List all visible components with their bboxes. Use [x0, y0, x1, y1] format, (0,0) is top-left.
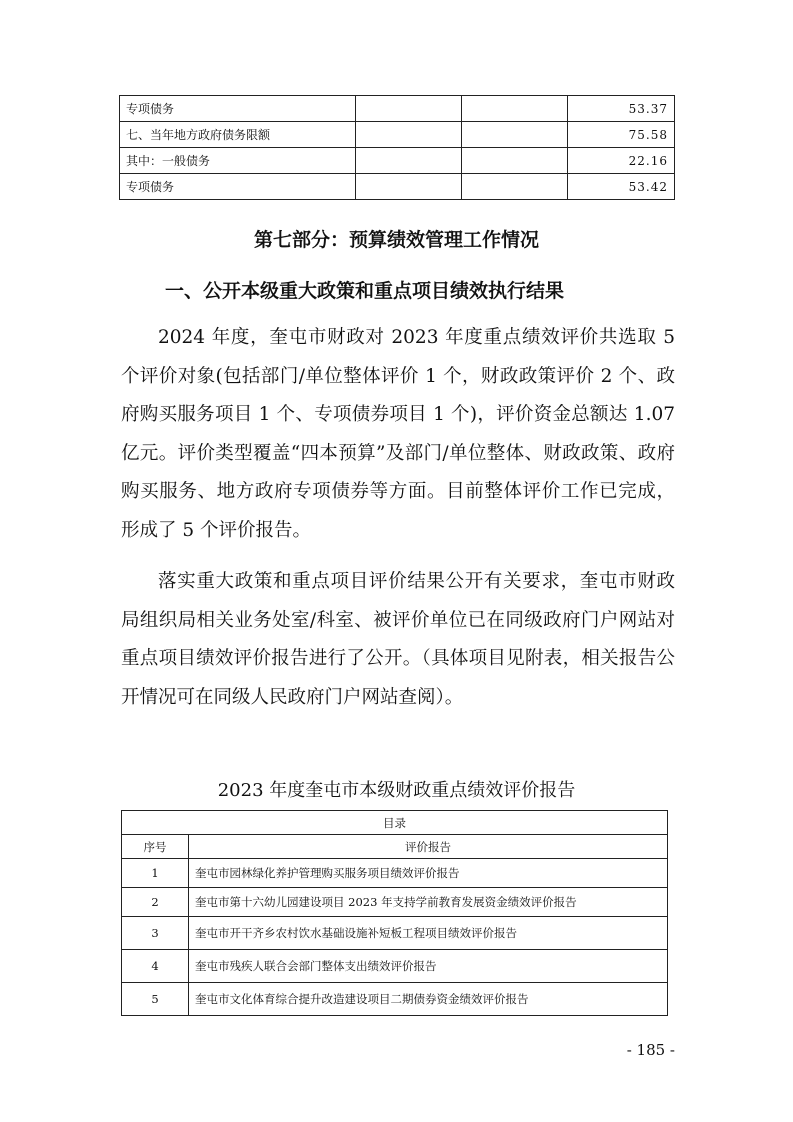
report-table: [121, 810, 668, 1016]
paragraph-disclosure: 落实重大政策和重点项目评价结果公开有关要求，奎屯市财政局组织局相关业务处室/科室、被评价单位已在同级政府门户网站对重点项目绩效评价报告进行了公开。（具体项目见附表，相关报告公开情况可在同级人民政府门户网站查阅）。: [121, 571, 675, 708]
table-row: [122, 917, 668, 950]
column-header-report: 评价报告: [189, 835, 668, 859]
table-header-row: [122, 835, 668, 859]
row-seq: 3: [122, 917, 189, 950]
section-heading: 一、公开本级重大政策和重点项目绩效执行结果: [165, 280, 565, 302]
table-row: [122, 888, 668, 917]
debt-summary-table: [119, 95, 675, 200]
table-row: [122, 983, 668, 1016]
row-label: 专项债务: [120, 174, 356, 200]
table-caption-row: [122, 811, 668, 835]
table-row: [120, 148, 675, 174]
row-label: 七、当年地方政府债务限额: [120, 122, 356, 148]
row-label: 专项债务: [120, 96, 356, 122]
row-seq: 4: [122, 950, 189, 983]
page-number: - 185 -: [626, 1041, 675, 1059]
table-caption: 目录: [122, 811, 668, 835]
row-seq: 1: [122, 859, 189, 888]
row-value: 22.16: [568, 148, 675, 174]
row-report-name: 奎屯市残疾人联合会部门整体支出绩效评价报告: [189, 950, 668, 983]
row-seq: 2: [122, 888, 189, 917]
row-value: 75.58: [568, 122, 675, 148]
table-row: [122, 950, 668, 983]
paragraph-evaluation-summary: 2024 年度，奎屯市财政对 2023 年度重点绩效评价共选取 5 个评价对象(包括部门/单位整体评价 1 个，财政政策评价 2 个、政府购买服务项目 1 个、专项债券项目 1 个)，评价资金总额达 1.07 亿元。评价类型覆盖“四本预算”及部门/单位整体、财政政策、政府购买服务、地方政府专项债券等方面。目前整体评价工作已完成，形成了 5 个评价报告。: [121, 327, 675, 541]
row-report-name: 奎屯市园林绿化养护管理购买服务项目绩效评价报告: [189, 859, 668, 888]
table-row: [120, 122, 675, 148]
row-report-name: 奎屯市文化体育综合提升改造建设项目二期债券资金绩效评价报告: [189, 983, 668, 1016]
report-table-title: 2023 年度奎屯市本级财政重点绩效评价报告: [217, 780, 576, 801]
row-report-name: 奎屯市开干齐乡农村饮水基础设施补短板工程项目绩效评价报告: [189, 917, 668, 950]
table-row: [122, 859, 668, 888]
row-seq: 5: [122, 983, 189, 1016]
part-heading: 第七部分：预算绩效管理工作情况: [253, 229, 539, 251]
table-row: [120, 174, 675, 200]
column-header-seq: 序号: [122, 835, 189, 859]
row-label: 其中：一般债务: [120, 148, 356, 174]
row-value: 53.37: [568, 96, 675, 122]
row-value: 53.42: [568, 174, 675, 200]
table-row: [120, 96, 675, 122]
row-report-name: 奎屯市第十六幼儿园建设项目 2023 年支持学前教育发展资金绩效评价报告: [189, 888, 668, 917]
